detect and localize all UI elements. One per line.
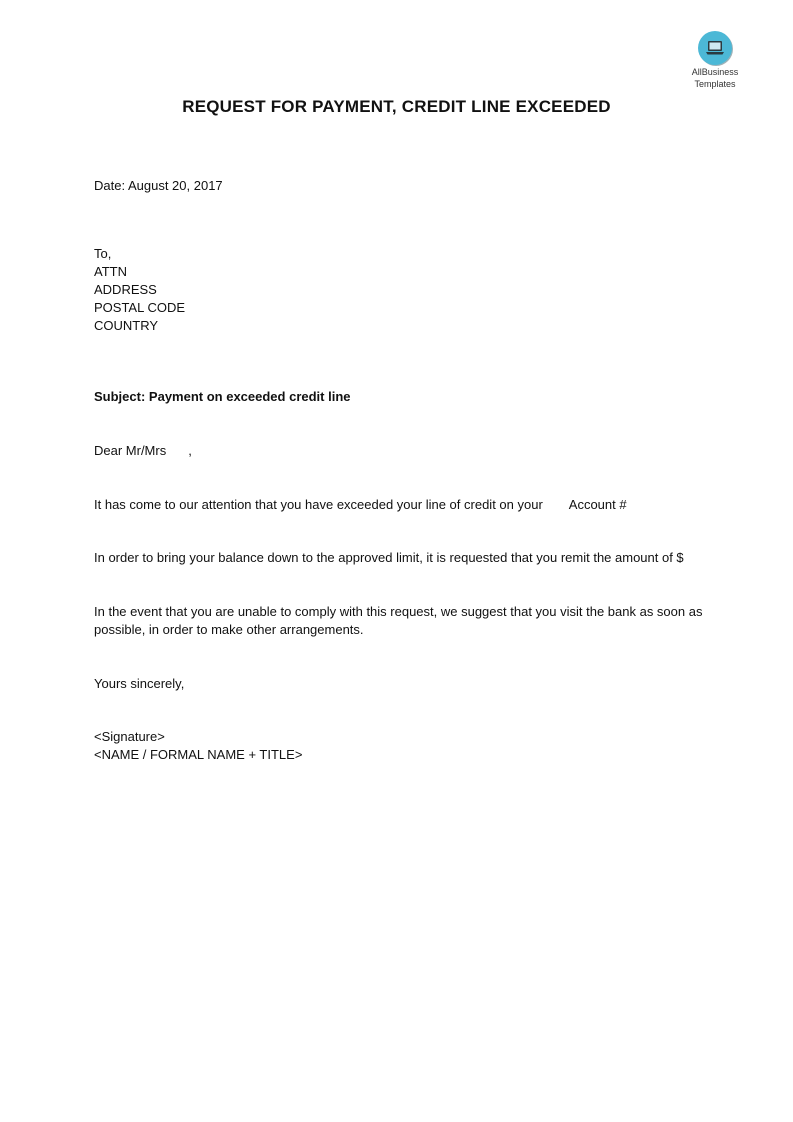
paragraph-attention [94,496,627,514]
paragraph-arrangements: In the event that you are unable to comply with this request, we suggest that you visit the bank as soon as possible, in order to make other arrangements. [94,604,703,637]
recipient-attn: ATTN [94,264,127,279]
brand-logo [680,31,750,89]
signature-placeholder: <Signature> [94,729,165,744]
account-number-label: Account # [568,497,627,512]
laptop-icon [698,31,732,65]
paragraph-remit: In order to bring your balance down to the approved limit, it is requested that you remit the amount of $ [94,550,684,565]
salutation-start: Dear Mr/Mrs [94,443,167,458]
salutation-end: , [188,443,192,458]
subject-line [94,388,351,406]
subject-label: Subject: [94,389,146,404]
recipient-address: ADDRESS [94,282,157,297]
closing: Yours sincerely, [94,676,185,691]
document-title: REQUEST FOR PAYMENT, CREDIT LINE EXCEEDED [182,97,611,116]
logo-text-line1: AllBusiness [691,67,739,77]
recipient-country: COUNTRY [94,318,159,333]
recipient-postal-code: POSTAL CODE [94,300,186,315]
recipient-to: To, [94,246,112,261]
logo-text-line2: Templates [694,79,736,89]
letter-date: Date: August 20, 2017 [94,178,223,193]
paragraph-attention-text: It has come to our attention that you have exceeded your line of credit on your [94,497,543,512]
name-title-placeholder: <NAME / FORMAL NAME + TITLE> [94,747,303,762]
subject-text: Payment on exceeded credit line [148,389,351,404]
salutation [94,442,192,460]
